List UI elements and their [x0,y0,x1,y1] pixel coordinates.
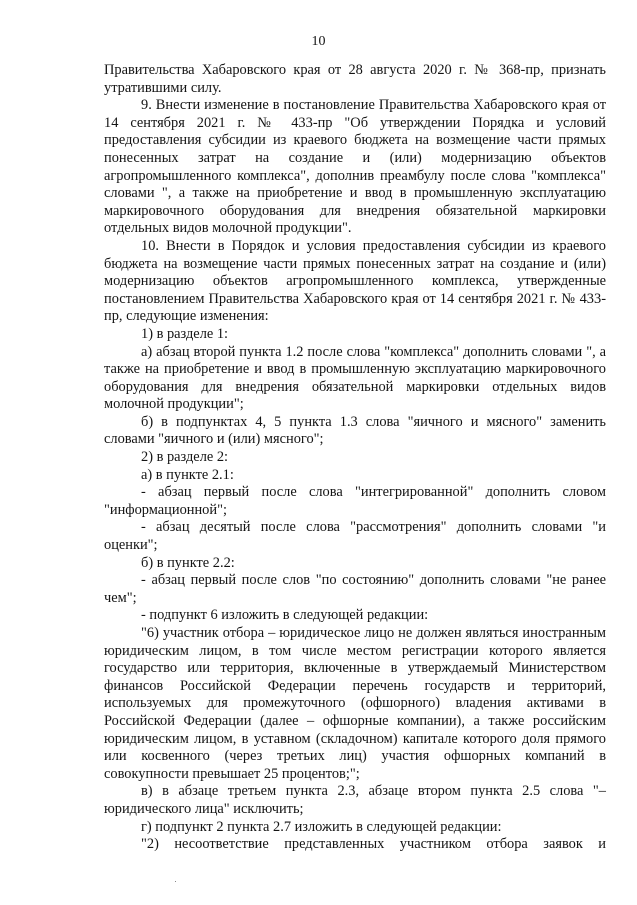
paragraph: а) абзац второй пункта 1.2 после слова "комплекса" дополнить словами ", а также на приобретение и ввод в промышленную эксплуатацию маркировочного оборудования для внедрения обязательной маркировки отдельных видов молочной продукции"; [104,343,606,413]
paragraph: а) в пункте 2.1: [141,466,234,483]
page-number: 10 [311,34,326,49]
paragraph: 10. Внести в Порядок и условия предоставления субсидии из краевого бюджета на возмещение части прямых понесенных затрат на создание и (или) модернизацию объектов агропромышленного комплекса, утвержденные постановлением Правительства Хабаровского края от 14 сентября 2021 г. № 433-пр, следующие изменения: [104,237,606,325]
paragraph: - подпункт 6 изложить в следующей редакции: [141,607,429,624]
paragraph: б) в подпунктах 4, 5 пункта 1.3 слова "яичного и мясного" заменить словами "яичного и (или) мясного"; [104,413,606,448]
paragraph: 2) в разделе 2: [141,449,229,466]
paragraph: - абзац первый после слова "интегрированной" дополнить словом "информационной"; [104,484,606,518]
paragraph: г) подпункт 2 пункта 2.7 изложить в следующей редакции: [141,818,502,835]
paragraph: 1) в разделе 1: [141,325,229,342]
document-body [104,62,606,854]
paragraph: б) в пункте 2.2: [141,554,235,571]
paragraph: Правительства Хабаровского края от 28 августа 2020 г. № 368-пр, признать утратившими силу. [104,62,606,96]
paragraph: - абзац десятый после слова "рассмотрения" дополнить словами "и оценки"; [104,519,606,554]
paragraph: в) в абзаце третьем пункта 2.3, абзаце втором пункта 2.5 слова "– юридического лица" исключить; [104,783,606,817]
scan-speck [175,881,176,882]
paragraph: "2) несоответствие представленных участником отбора заявок и [141,836,606,853]
paragraph: 9. Внести изменение в постановление Правительства Хабаровского края от 14 сентября 2021 г. № 433-пр "Об утверждении Порядка и условий предоставления субсидии из краевого бюджета на возмещение части прямых понесенных затрат на создание и (или) модернизацию объектов агропромышленного комплекса", дополнив преамбулу после слова "комплекса" словами ", а также на приобретение и ввод в промышленную эксплуатацию маркировочного оборудования для внедрения обязательной маркировки отдельных видов молочной продукции". [104,97,606,237]
paragraph: "6) участник отбора – юридическое лицо не должен являться иностранным юридическим лицом, в том числе местом регистрации которого является государство или территория, включенные в утверждаемый Министерством финансов Российской Федерации перечень государств и территорий, используемых для промежуточного (офшорного) владения активами в Российской Федерации (далее – офшорные компании), а также российским юридическим лицом, в уставном (складочном) капитале которого доля прямого или косвенного (через третьих лиц) участия офшорных компаний в совокупности превышает 25 процентов;"; [104,625,606,782]
paragraph: - абзац первый после слов "по состоянию" дополнить словами "не ранее чем"; [104,572,606,606]
